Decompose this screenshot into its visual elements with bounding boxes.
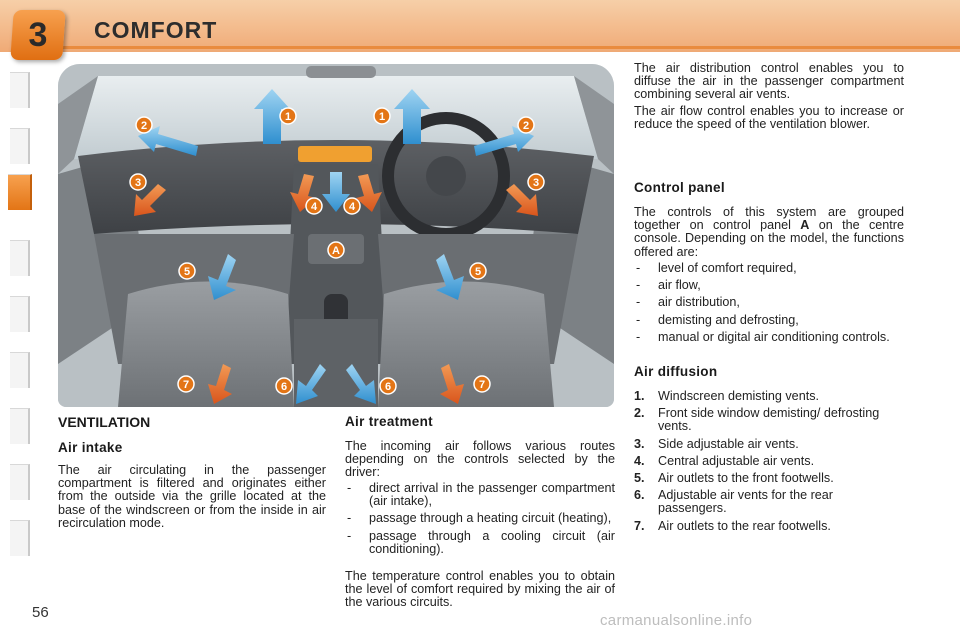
vent-label-2: 2 [140,120,148,132]
vent-label-6: 6 [280,381,288,393]
control-panel-intro: The controls of this system are grouped together on control panel A on the centre console. Depending on the model, the functions offered are: [634,205,904,259]
vent-label-4: 4 [348,201,356,213]
side-tab-4[interactable] [10,240,30,276]
list-item: - air distribution, [634,296,904,309]
list-item: 1. Windscreen demisting vents. [634,389,819,403]
chapter-badge [10,10,65,60]
air-treatment-list [345,482,615,560]
list-item: 3. Side adjustable air vents. [634,436,799,451]
list-item: 4. Central adjustable air vents. [634,453,815,468]
air-diffusion-list [634,390,904,537]
vent-label-3: 3 [532,177,540,189]
air-treatment-heading: Air treatment [345,414,433,429]
control-panel-heading: Control panel [634,180,725,195]
vent-label-3: 3 [134,177,142,189]
side-tab-9[interactable] [10,520,30,556]
front-left-seat [118,282,294,408]
vent-label-4: 4 [310,201,318,213]
side-tab-7[interactable] [10,408,30,444]
vent-label-5: 5 [474,266,482,278]
header-rule [58,46,960,49]
list-item: - passage through a heating circuit (heating), [345,512,615,525]
vent-label-1: 1 [284,111,292,123]
distribution-paragraph: The air distribution control enables you to diffuse the air in the passenger compartment combining several air vents. [634,61,904,102]
car-interior-illustration [58,64,614,407]
list-item: - direct arrival in the passenger compartment (air intake), [345,482,615,508]
chapter-number: 3 [28,16,48,54]
air-diffusion-heading: Air diffusion [634,364,718,379]
air-intake-heading: Air intake [58,440,123,455]
list-item: 6. Adjustable air vents for the rear passengers. [634,488,834,516]
rear-view-mirror [306,66,376,78]
side-tab-1[interactable] [10,72,30,108]
side-tab-2[interactable] [10,128,30,164]
vent-label-6: 6 [384,381,392,393]
list-item: - manual or digital air conditioning controls. [634,331,904,344]
display [298,146,372,162]
control-panel-functions [634,262,904,348]
watermark: carmanualsonline.info [600,612,753,629]
panel-letter: A [800,218,810,233]
chapter-title: COMFORT [94,17,218,43]
side-tab-5[interactable] [10,296,30,332]
air-treatment-intro: The incoming air follows various routes depending on the controls selected by the driver: [345,439,615,480]
front-right-seat [378,282,554,408]
ventilation-heading: VENTILATION [58,414,151,430]
page-number: 56 [32,604,49,621]
vent-label-7: 7 [182,379,190,391]
list-item: - level of comfort required, [634,262,904,275]
list-item: 2. Front side window demisting/ defrosting vents. [634,406,880,434]
side-tab-6[interactable] [10,352,30,388]
chapter-side-tabs [0,72,34,572]
air-treatment-outro: The temperature control enables you to obtain the level of comfort required by mixing the air of the various circuits. [345,569,615,610]
vent-label-7: 7 [478,379,486,391]
list-item: - demisting and defrosting, [634,314,904,327]
list-item: - air flow, [634,279,904,292]
list-item: - passage through a cooling circuit (air conditioning). [345,530,615,556]
vent-label-2: 2 [522,120,530,132]
interior-drawing [58,64,614,407]
control-panel-letter: A [332,245,340,257]
vent-label-1: 1 [378,111,386,123]
list-item: 5. Air outlets to the front footwells. [634,471,834,486]
side-tab-8[interactable] [10,464,30,500]
list-item: 7. Air outlets to the rear footwells. [634,518,831,533]
side-tab-3-active[interactable] [8,174,32,210]
airflow-paragraph: The air flow control enables you to increase or reduce the speed of the ventilation blower. [634,104,904,132]
vent-label-5: 5 [183,266,191,278]
air-intake-text: The air circulating in the passenger compartment is filtered and originates either from the outside via the grille located at the base of the windscreen or from the inside in air recirculation mode. [58,463,326,530]
